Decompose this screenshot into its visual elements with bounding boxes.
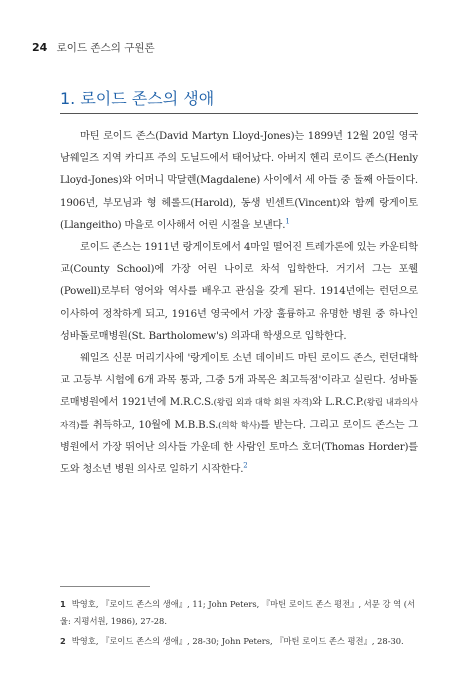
paragraph: [60, 126, 418, 237]
paragraph-text: 를 받는다. 그리고 로이드 존스는 그 병원에서 가장 뛰어난 의사들 가운데 한 사람인 토마스 호더(Thomas Horder)를 도와 청소년 병원 의사로 일하기 시작한다.: [60, 419, 418, 476]
paragraph-text: 마틴 로이드 존스(David Martyn Lloyd-Jones)는 1899년 12월 20일 영국 남웨일즈 지역 카디프 주의 도닐드에서 태어났다. 아버지 헨리 로이드 존스(Henly Lloyd-Jones)와 어머니 막달렌(Magdalene) 사이에서 세 아들 중 둘째 아들이다. 1906년, 부모님과 형 헤롤드(Harold), 동생 빈센트(Vincent)와 함께 랑게이토(Llangeitho) 마을로 이사해서 어린 시절을 보낸다.: [60, 131, 418, 231]
section-title: 1. 로이드 존스의 생애: [60, 89, 215, 108]
footnote-number: 1: [60, 599, 66, 609]
footnotes: [60, 596, 418, 654]
title-divider: [60, 113, 418, 114]
page-number: 24: [32, 41, 48, 54]
footnote: [60, 633, 418, 650]
footnote-text: 박영호, 『로이드 존스의 생애』, 28-30; John Peters, 『마틴 로이드 존스 평전』, 28-30.: [71, 636, 404, 646]
paragraph: [60, 237, 418, 348]
footnote: [60, 596, 418, 629]
paragraph-text: 웨일즈 신문 머리기사에 '랑게이토 소년 데이비드 마틴 로이드 존스, 런던대학교 고등부 시험에 6개 과목 통과, 그중 5개 과목은 최고득점'이라고 실린다. 성바돌로매병원에서 1921년에 M.R.C.S.: [60, 353, 418, 409]
paragraph-aside: (왕립 내과의사 자격): [60, 398, 418, 431]
paragraph: [60, 348, 418, 481]
footnote-text: 박영호, 『로이드 존스의 생애』, 11; John Peters, 『마틴 로이드 존스 평전』, 서문 강 역 (서울: 지평서원, 1986), 27-28.: [60, 599, 415, 626]
paragraph-text: 를 취득하고, 10월에 M.B.B.S.: [79, 419, 219, 431]
footnote-ref: 1: [285, 217, 290, 226]
paragraph-aside: (의학 학사): [218, 420, 261, 431]
paragraph-text: 와 L.R.C.P.: [312, 397, 364, 409]
paragraph-aside: (왕립 외과 대학 회원 자격): [213, 398, 313, 409]
paragraph-text: 로이드 존스는 1911년 랑게이토에서 4마일 떨어진 트레가론에 있는 카운티학교(County School)에 가장 어린 나이로 차석 입학한다. 거기서 그는 포웰(Powell)로부터 영어와 역사를 배우고 관심을 갖게 된다. 1914년에는 런던으로 이사하여 정착하게 되고, 1916년 영국에서 가장 훌륭하고 유명한 병원 중 하나인 성바돌로매병원(St. Bartholomew's) 의과대 학생으로 입학한다.: [60, 242, 418, 342]
footnote-ref: 2: [243, 461, 248, 470]
body-text: [60, 126, 418, 481]
footnote-divider: [60, 586, 150, 587]
running-title: 로이드 존스의 구원론: [56, 42, 155, 54]
running-header: [32, 40, 155, 55]
footnote-number: 2: [60, 636, 66, 646]
